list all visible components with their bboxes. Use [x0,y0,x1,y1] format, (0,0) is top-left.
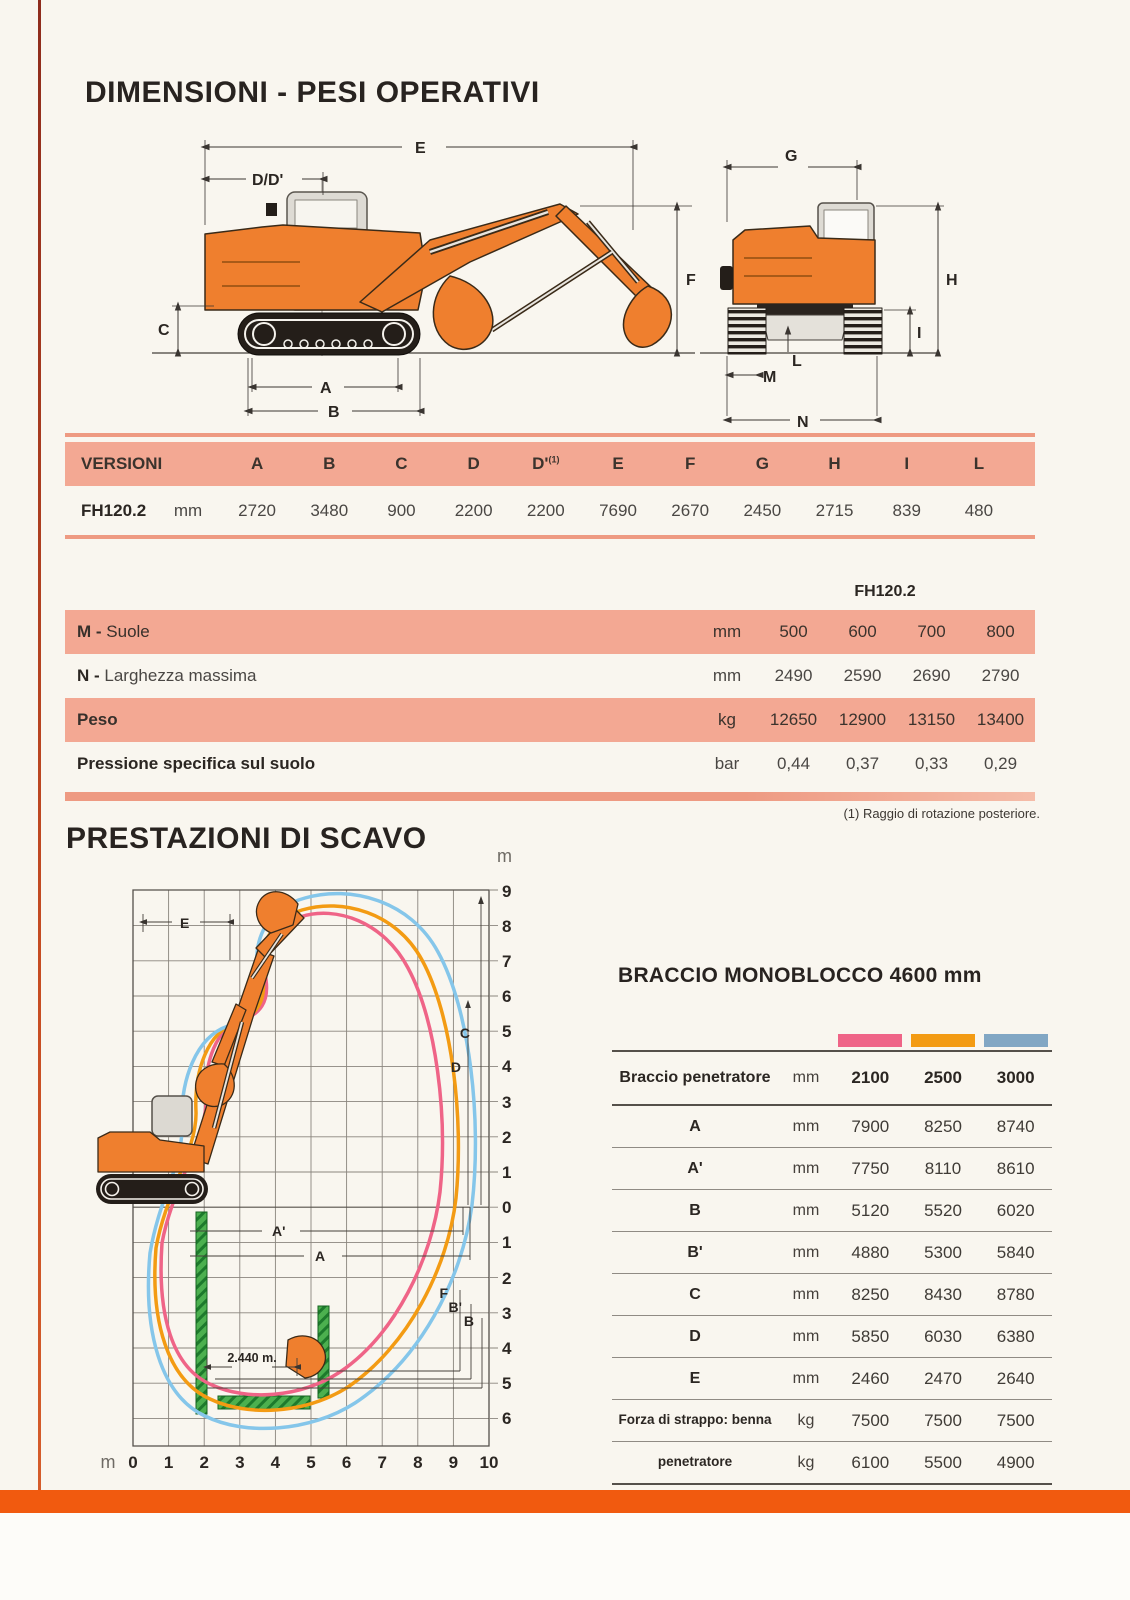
section-title-dimensions: DIMENSIONI - PESI OPERATIVI [85,76,540,109]
svg-text:3: 3 [502,1093,512,1112]
svg-text:1: 1 [502,1233,512,1252]
table-row: Pressione specifica sul suolo bar 0,44 0,37 0,33 0,29 [77,754,1018,773]
svg-text:4: 4 [502,1057,512,1076]
dimensions-table-header: VERSIONI A B C D $D'^{(1)}$ E F G H I L [65,442,1035,486]
table-bottom-strip [65,535,1035,539]
chart-dim-b: B [463,1313,474,1329]
svg-text:2: 2 [502,1128,512,1147]
dim-label-e: E [415,140,426,157]
weights-table [65,610,1035,786]
chart-x-axis [101,1452,499,1472]
svg-text:8: 8 [413,1453,423,1472]
weights-table-model-header: FH120.2 [854,583,916,600]
chart-dim-a: A [315,1248,326,1264]
chart-y-axis [497,846,512,1428]
svg-text:5: 5 [306,1453,316,1472]
table-row: A' mm 7750 8110 8610 [612,1148,1052,1190]
dim-label-h: H [946,272,958,289]
dim-label-g: G [785,148,798,165]
dim-label-f: F [686,272,696,289]
dim-label-i: I [917,325,922,342]
dim-label-b: B [328,404,340,421]
svg-text:1: 1 [163,1453,174,1472]
chart-dim-a-prime: A' [272,1223,286,1239]
svg-text:7: 7 [502,952,512,971]
page-edge-line [38,0,41,1600]
bucket-bottom [286,1336,325,1378]
page-bottom-margin [0,1513,1130,1600]
table-row: D mm 5850 6030 6380 [612,1316,1052,1358]
dim-label-m: M [763,369,777,386]
boom-table-header: Braccio penetratore mm 2100 2500 3000 [612,1050,1052,1106]
svg-text:5: 5 [502,1374,512,1393]
y-axis-unit: m [497,846,512,866]
table-row: N - Larghezza massima mm 2490 2590 2690 2790 [77,666,1020,685]
header-versioni: VERSIONI [81,454,163,473]
boom-table-title: BRACCIO MONOBLOCCO 4600 mm [618,964,982,987]
table-top-strip [65,433,1035,437]
boom-table-legend [612,1030,1052,1050]
table-row: B' mm 4880 5300 5840 [612,1232,1052,1274]
x-axis-unit: m [100,1452,116,1472]
svg-text:4: 4 [502,1339,512,1358]
svg-text:0: 0 [502,1198,512,1217]
chart-excavator-illustration [96,892,325,1378]
footnote: (1) Raggio di rotazione posteriore. [843,806,1040,821]
chart-dim-e: E [180,915,190,931]
svg-text:9: 9 [448,1453,459,1472]
dim-label-dd: D/D' [252,172,284,189]
bottom-accent-bar [0,1490,1130,1513]
dimensions-table-row: FH120.2 mm 2720 3480 900 2200 2200 7690 2670 2450 2715 839 480 [65,486,1035,535]
svg-text:7: 7 [377,1453,387,1472]
legend-swatch-2100 [838,1034,902,1047]
svg-text:3: 3 [502,1304,512,1323]
dim-label-a: A [320,380,332,397]
svg-text:9: 9 [502,882,512,901]
legend-swatch-3000 [984,1034,1048,1047]
section-title-performance: PRESTAZIONI DI SCAVO [66,822,427,855]
table-row: penetratore kg 6100 5500 4900 [612,1442,1052,1485]
bucket-side [624,286,672,347]
dim-label-l: L [792,353,802,370]
dig-envelope-chart-svg [78,835,528,1490]
legend-swatch-2500 [911,1034,975,1047]
svg-text:4: 4 [270,1453,281,1472]
svg-text:2: 2 [199,1453,209,1472]
boom-table [612,1030,1052,1485]
dim-label-n: N [797,414,809,431]
table-row: C mm 8250 8430 8780 [612,1274,1052,1316]
chart-annotation-2440: 2.440 m. [227,1351,277,1365]
svg-text:6: 6 [502,987,512,1006]
svg-text:3: 3 [235,1453,245,1472]
table-row: A mm 7900 8250 8740 [612,1106,1052,1148]
chart-dim-f: F [439,1285,448,1301]
svg-text:0: 0 [128,1453,138,1472]
model-name: FH120.2 [81,500,147,520]
chart-dim-c: C [459,1025,470,1041]
bucket-folded [433,276,493,349]
table-row: B mm 5120 5520 6020 [612,1190,1052,1232]
table-row: E mm 2460 2470 2640 [612,1358,1052,1400]
header-d-prime: $D'^{(1)}$ [532,454,560,473]
chart-dim-d: D [450,1059,461,1075]
dimensions-table [65,433,1035,539]
dimension-diagrams-svg [60,115,1070,455]
svg-text:10: 10 [479,1453,499,1472]
unit: mm [173,500,203,520]
table-row: Forza di strappo: benna kg 7500 7500 7500 [612,1400,1052,1442]
svg-text:2: 2 [502,1269,512,1288]
weights-table-bottom-strip [65,792,1035,801]
rear-view-illustration [720,203,882,354]
table-row: Peso kg 12650 12900 13150 13400 [65,698,1035,742]
svg-text:5: 5 [502,1022,512,1041]
dim-label-c: C [158,322,170,339]
svg-text:8: 8 [502,917,512,936]
svg-text:6: 6 [502,1409,512,1428]
svg-text:6: 6 [341,1453,352,1472]
table-row: M - Suole mm 500 600 700 800 [65,610,1035,654]
chart-dim-b-prime: B' [448,1299,462,1315]
svg-text:1: 1 [502,1163,512,1182]
